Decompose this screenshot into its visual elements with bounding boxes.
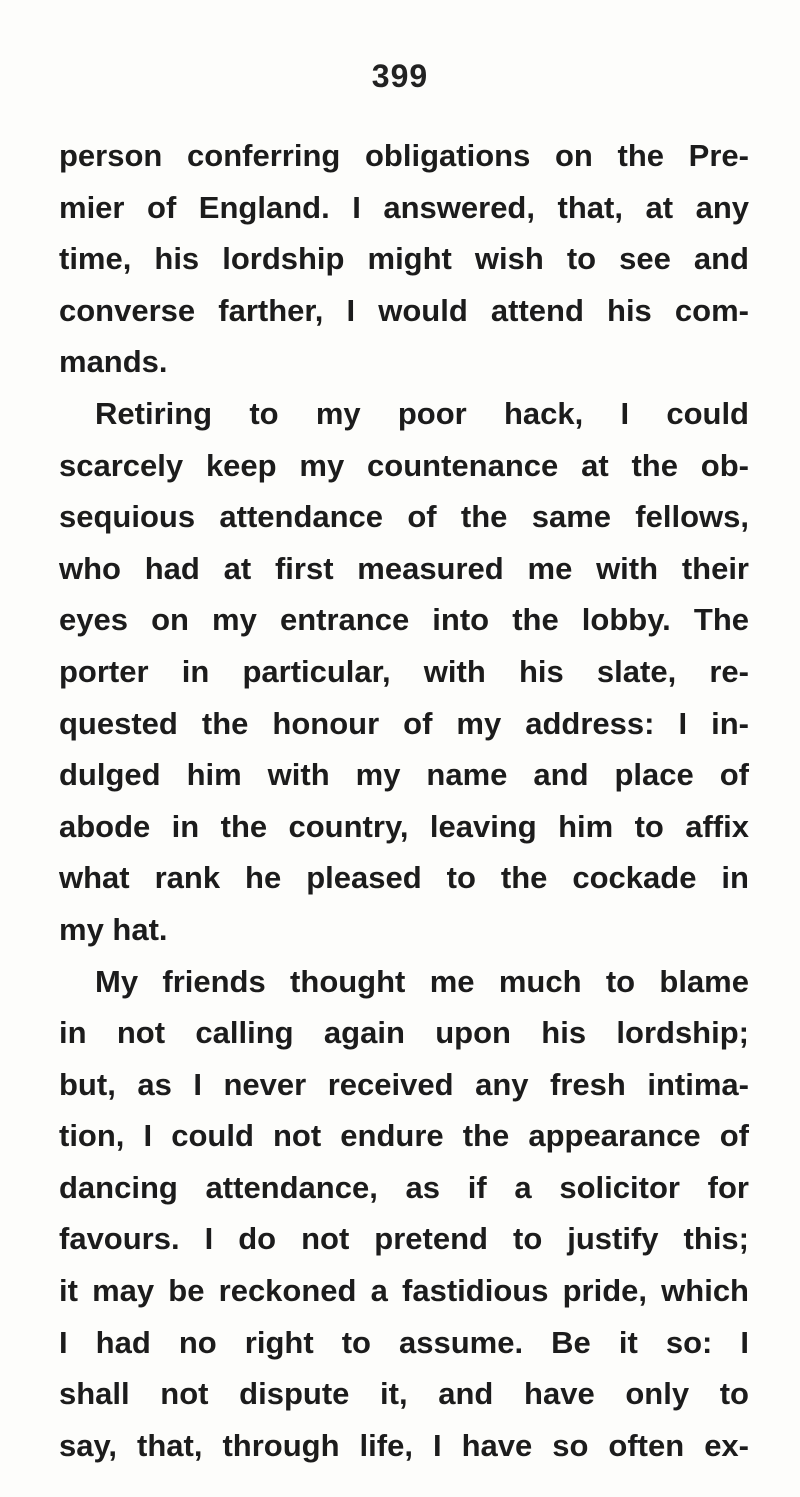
text-line: dancing attendance, as if a solicitor for xyxy=(59,1169,749,1205)
text-line: mier of England. I answered, that, at any xyxy=(59,189,749,225)
page-number: 399 xyxy=(371,58,429,94)
text-line: quested the honour of my address: I in- xyxy=(59,705,749,741)
text-line: in not calling again upon his lordship; xyxy=(59,1015,749,1051)
text-line: sequious attendance of the same fellows, xyxy=(59,499,749,535)
paragraph-start-line: Retiring to my poor hack, I could xyxy=(95,395,749,431)
text-line: say, that, through life, I have so often ex- xyxy=(59,1427,749,1463)
text-line: what rank he pleased to the cockade in xyxy=(59,860,749,896)
body-text xyxy=(59,130,749,1471)
text-line: porter in particular, with his slate, re- xyxy=(59,653,749,689)
text-line: scarcely keep my countenance at the ob- xyxy=(59,447,749,483)
text-line: mands. xyxy=(59,344,168,380)
text-line: abode in the country, leaving him to affix xyxy=(59,808,749,844)
text-line: it may be reckoned a fastidious pride, which xyxy=(59,1273,749,1309)
text-line: shall not dispute it, and have only to xyxy=(59,1376,749,1412)
text-line: eyes on my entrance into the lobby. The xyxy=(59,602,749,638)
text-line: converse farther, I would attend his com- xyxy=(59,292,749,328)
text-line: person conferring obligations on the Pre- xyxy=(59,138,749,173)
text-line: my hat. xyxy=(59,911,168,947)
text-line: but, as I never received any fresh intima- xyxy=(59,1066,749,1102)
paragraph-start-line: My friends thought me much to blame xyxy=(95,963,749,999)
text-line: favours. I do not pretend to justify this; xyxy=(59,1221,749,1257)
text-line: dulged him with my name and place of xyxy=(59,757,749,793)
text-line: who had at first measured me with their xyxy=(59,550,749,586)
text-line: tion, I could not endure the appearance of xyxy=(59,1118,749,1154)
text-line: time, his lordship might wish to see and xyxy=(59,241,749,277)
text-line: I had no right to assume. Be it so: I xyxy=(59,1324,749,1360)
